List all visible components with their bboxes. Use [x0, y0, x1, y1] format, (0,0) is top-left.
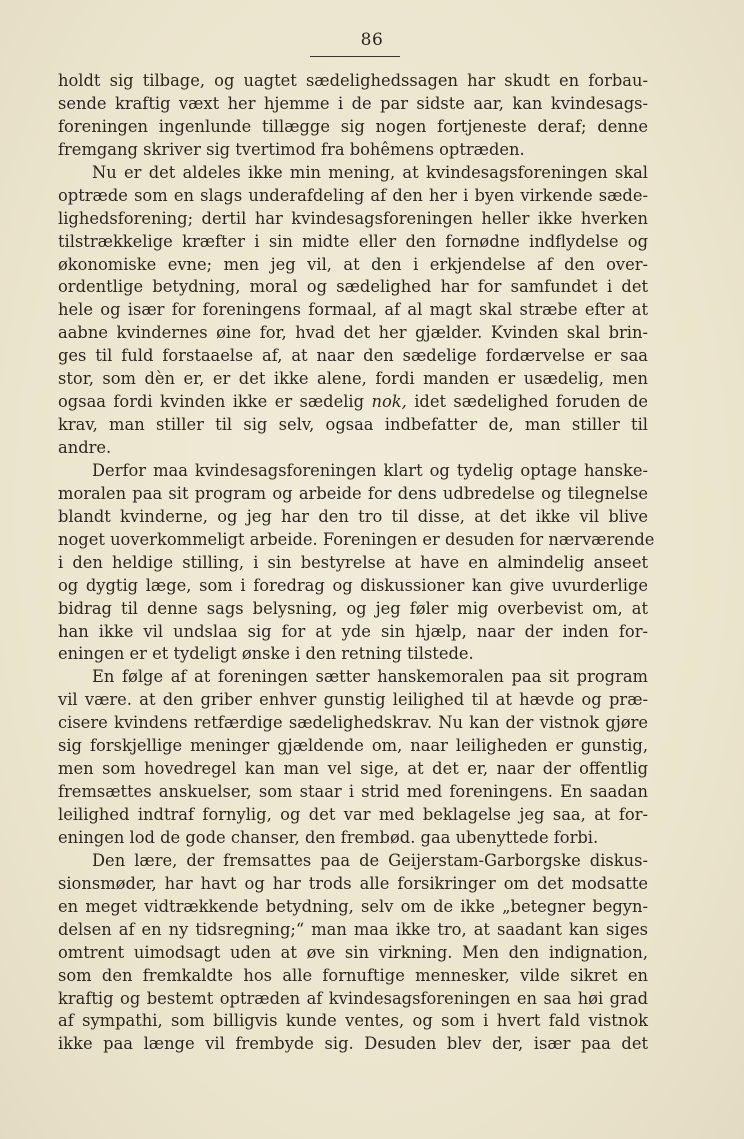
text-line	[58, 391, 648, 414]
text-line: han ikke vil undslaa sig for at yde sin hjælp, naar der inden for-	[58, 621, 648, 641]
body-text	[58, 70, 655, 1056]
text-line: aabne kvindernes øine for, hvad det her gjælder. Kvinden skal brin-	[58, 323, 648, 343]
text-line: en meget vidtrækkende betydning, selv om de ikke „betegner begyn-	[58, 896, 648, 916]
text-line: ordentlige betydning, moral og sædelighed har for samfundet i det	[58, 277, 648, 297]
text-line: men som hovedregel kan man vel sige, at det er, naar der offentlig	[58, 759, 648, 779]
text-line: cisere kvindens retfærdige sædelighedskrav. Nu kan der vistnok gjøre	[58, 713, 648, 733]
text-line: foreningen ingenlunde tillægge sig nogen fortjeneste deraf; denne	[58, 116, 648, 136]
text-line: eningen er et tydeligt ønske i den retning tilstede.	[58, 644, 474, 664]
text-line: sionsmøder, har havt og har trods alle forsikringer om det modsatte	[58, 873, 648, 893]
text-line: og dygtig læge, som i foredrag og diskussioner kan give uvurderlige	[58, 575, 648, 595]
text-line: eningen lod de gode chanser, den frembød. gaa ubenyttede forbi.	[58, 827, 599, 847]
text-line: blandt kvinderne, og jeg har den tro til disse, at det ikke vil blive	[58, 506, 648, 526]
text-line: bidrag til denne sags belysning, og jeg føler mig overbevist om, at	[58, 598, 648, 618]
text-line: hele og især for foreningens formaal, af al magt skal stræbe efter at	[58, 300, 648, 320]
text-line: stor, som dèn er, er det ikke alene, fordi manden er usædelig, men	[58, 369, 648, 389]
text-line: fremsættes anskuelser, som staar i strid med foreningens. En saadan	[58, 782, 648, 802]
text-line: holdt sig tilbage, og uagtet sædelighedssagen har skudt en forbau-	[58, 71, 648, 90]
text-segment: ogsaa fordi kvinden ikke er sædelig	[58, 392, 372, 412]
text-line: ges til fuld forstaaelse af, at naar den sædelige fordærvelse er saa	[58, 346, 648, 366]
text-line: andre.	[58, 438, 112, 457]
text-line: økonomiske evne; men jeg vil, at den i erkjendelse af den over-	[58, 254, 648, 274]
text-line: som den fremkaldte hos alle fornuftige mennesker, vilde sikret en	[58, 965, 648, 985]
text-line: optræde som en slags underafdeling af den her i byen virkende sæde-	[58, 185, 648, 205]
text-line: Den lære, der fremsattes paa de Geijerstam-Garborgske diskus-	[92, 850, 648, 870]
text-line: lighedsforening; dertil har kvindesagsforeningen heller ikke hverken	[58, 208, 648, 228]
text-line: i den heldige stilling, i sin bestyrelse at have en almindelig anseet	[58, 552, 648, 572]
text-line: noget uoverkommeligt arbeide. Foreningen er desuden for nærværende	[58, 529, 655, 549]
text-line: fremgang skriver sig tvertimod fra bohêmens optræden.	[58, 139, 525, 159]
text-line: Derfor maa kvindesagsforeningen klart og tydelig optage hanske-	[92, 460, 648, 480]
italic-emphasis: nok,	[371, 392, 407, 412]
text-line: vil være. at den griber enhver gunstig leilighed til at hævde og præ-	[58, 690, 648, 710]
text-line: af sympathi, som billigvis kunde ventes, og som i hvert fald vistnok	[58, 1011, 648, 1031]
text-line: krav, man stiller til sig selv, ogsaa indbefatter de, man stiller til	[58, 415, 648, 435]
page-number-rule	[310, 56, 400, 57]
page-number: 86	[360, 30, 384, 50]
text-line: ikke paa længe vil frembyde sig. Desuden blev der, især paa det	[58, 1034, 648, 1054]
text-line: sig forskjellige meninger gjældende om, naar leiligheden er gunstig,	[58, 736, 648, 756]
text-line: moralen paa sit program og arbeide for dens udbredelse og tilegnelse	[58, 483, 648, 503]
text-segment: idet sædelighed foruden de	[406, 392, 648, 412]
text-line: kraftig og bestemt optræden af kvindesagsforeningen en saa høi grad	[58, 988, 648, 1008]
text-line: leilighed indtraf fornylig, og det var med beklagelse jeg saa, at for-	[58, 805, 648, 824]
text-line: omtrent uimodsagt uden at øve sin virkning. Men den indignation,	[58, 942, 648, 962]
text-line: Nu er det aldeles ikke min mening, at kvindesagsforeningen skal	[92, 162, 648, 182]
text-line: tilstrækkelige kræfter i sin midte eller den fornødne indflydelse og	[58, 231, 648, 251]
text-line: En følge af at foreningen sætter hanskemoralen paa sit program	[92, 667, 648, 687]
text-line: delsen af en ny tidsregning;“ man maa ikke tro, at saadant kan siges	[58, 919, 648, 939]
text-line: sende kraftig væxt her hjemme i de par sidste aar, kan kvindesags-	[58, 93, 648, 113]
